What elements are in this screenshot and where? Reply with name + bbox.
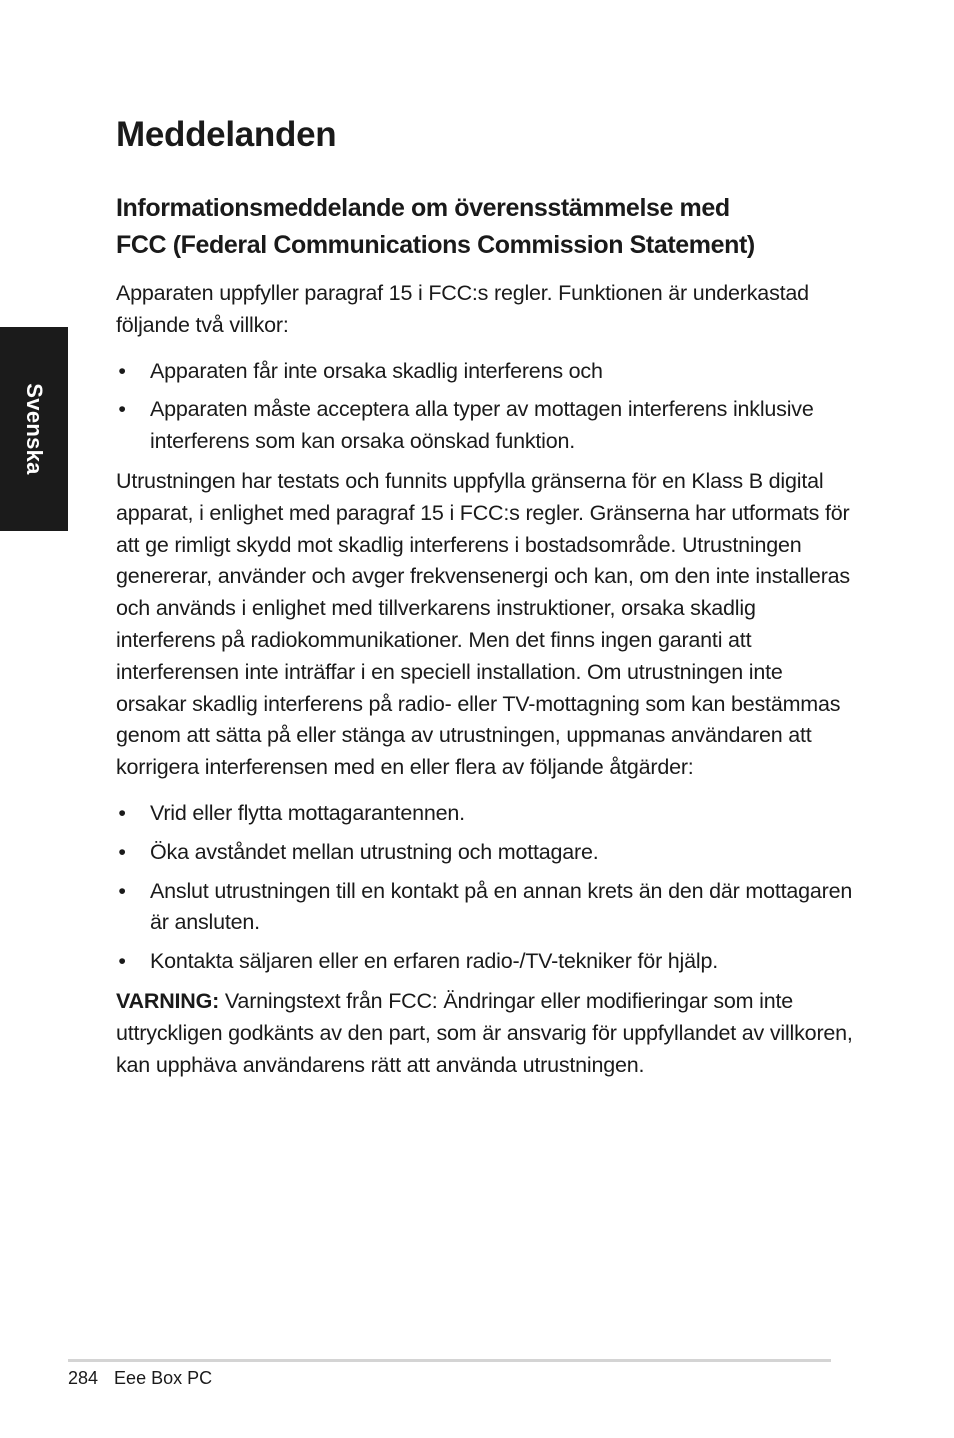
- list-item-text: Vrid eller flytta mottagarantennen.: [150, 800, 465, 825]
- section-heading: [116, 190, 856, 264]
- bullet-icon: •: [118, 358, 126, 383]
- list-item-text: Apparaten får inte orsaka skadlig interferens och: [150, 358, 603, 383]
- measures-list: [116, 798, 856, 978]
- list-item-text: Öka avståndet mellan utrustning och mottagare.: [150, 839, 599, 864]
- list-item-text: Kontakta säljaren eller en erfaren radio-/TV-tekniker för hjälp.: [150, 949, 718, 974]
- warning-paragraph: [116, 986, 856, 1081]
- bullet-icon: •: [118, 839, 126, 864]
- body-paragraph: Utrustningen har testats och funnits uppfylla gränserna för en Klass B digital apparat, i enlighet med paragraf 15 i FCC:s regler. Gränserna har utformats för att ge rimligt skydd mot skadlig interferens i bostadsområde. Utrustningen genererar, använder och avger frekvensenergi och kan, om den inte installeras och används i enlighet med tillverkarens instruktioner, orsaka skadlig interferens på radiokommunikationer. Men det finns ingen garanti att interferensen inte inträffar i en speciell installation. Om utrustningen inte orsakar skadlig interferens på radio- eller TV-mottagning som kan bestämmas genom att sätta på eller stänga av utrustningen, uppmanas användaren att korrigera interferensen med en eller flera av följande åtgärder:: [116, 468, 850, 780]
- page-number: 284: [68, 1368, 99, 1388]
- product-name: Eee Box PC: [114, 1368, 213, 1388]
- intro-paragraph: Apparaten uppfyller paragraf 15 i FCC:s regler. Funktionen är underkastad följande två villkor:: [116, 281, 809, 337]
- language-side-tab: [0, 327, 68, 531]
- bullet-icon: •: [118, 878, 126, 903]
- bullet-icon: •: [118, 397, 126, 422]
- section-heading-line1: Informationsmeddelande om överensstämmelse med: [116, 194, 730, 222]
- language-tab-label: Svenska: [22, 383, 47, 475]
- list-item: [116, 876, 856, 940]
- list-item: [116, 356, 856, 388]
- page-title: Meddelanden: [116, 115, 337, 154]
- conditions-list: [116, 356, 856, 458]
- bullet-icon: •: [118, 800, 126, 825]
- page-content: [116, 112, 856, 1095]
- page-footer: [68, 1366, 212, 1390]
- list-item: [116, 837, 856, 869]
- bullet-icon: •: [118, 949, 126, 974]
- list-item: [116, 946, 856, 978]
- list-item: [116, 798, 856, 830]
- section-heading-line2: FCC (Federal Communications Commission Statement): [116, 231, 755, 259]
- list-item-text: Apparaten måste acceptera alla typer av mottagen interferens inklusive interferens som kan orsaka oönskad funktion.: [150, 397, 814, 454]
- list-item-text: Anslut utrustningen till en kontakt på en annan krets än den där mottagaren är ansluten.: [150, 878, 853, 935]
- footer-divider: [68, 1359, 831, 1362]
- warning-label: VARNING:: [116, 988, 220, 1013]
- warning-text: Varningstext från FCC: Ändringar eller modifieringar som inte uttryckligen godkänts av den part, som är ansvarig för uppfyllandet av villkoren, kan upphäva användarens rätt att använda utrustningen.: [116, 988, 853, 1077]
- list-item: [116, 394, 856, 458]
